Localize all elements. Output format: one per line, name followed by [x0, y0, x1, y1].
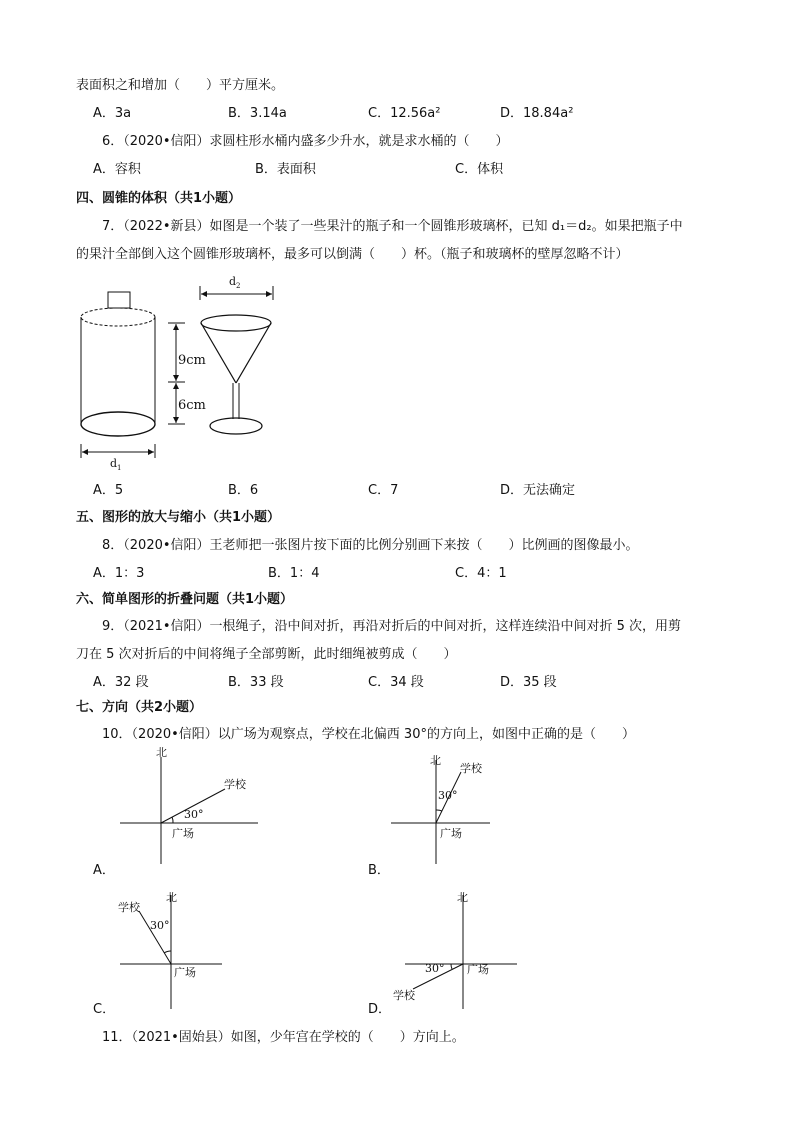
north-label: 北	[457, 891, 468, 904]
q10-text: 10．（2020•信阳）以广场为观察点，学校在北偏西 30°的方向上，如图中正确的是（ ）	[102, 727, 635, 742]
q9-text-line2: 刀在 5 次对折后的中间将绳子全部剪断，此时细绳被剪成（ ）	[76, 647, 457, 662]
direction-diagram-c	[112, 887, 232, 1015]
angle-label: 30°	[438, 789, 458, 802]
q6-text: 6．（2020•信阳）求圆柱形水桶内盛多少升水，就是求水桶的（ ）	[102, 134, 509, 149]
school-label: 学校	[393, 989, 415, 1002]
square-label: 广场	[174, 966, 196, 979]
q7-option-d[interactable]: D．无法确定	[500, 483, 576, 498]
q6-option-a[interactable]: A．容积	[93, 162, 141, 177]
bottle-cap	[108, 292, 130, 308]
q6-option-b[interactable]: B．表面积	[255, 162, 316, 177]
q5-option-b[interactable]: B．3.14a	[228, 106, 287, 121]
section-heading-6: 六、简单图形的折叠问题（共1小题）	[76, 592, 294, 607]
direction-diagram-d	[385, 887, 525, 1015]
d2-label: $d_2$	[229, 275, 241, 290]
height-6cm-label: 6cm	[178, 398, 206, 413]
q8-text: 8．（2020•信阳）王老师把一张图片按下面的比例分别画下来按（ ）比例画的图像最小。	[102, 538, 639, 553]
bottle-and-cone-figure	[70, 272, 370, 477]
angle-label: 30°	[425, 962, 445, 975]
q11-text: 11．（2021•固始县）如图，少年宫在学校的（ ）方向上。	[102, 1030, 465, 1045]
q10-option-c[interactable]: C．	[93, 1002, 116, 1017]
angle-label: 30°	[150, 919, 170, 932]
q6-option-c[interactable]: C．体积	[455, 162, 504, 177]
square-label: 广场	[467, 963, 489, 976]
north-label: 北	[166, 891, 177, 904]
q7-option-c[interactable]: C．7	[368, 483, 399, 498]
q8-option-b[interactable]: B．1：4	[268, 566, 320, 581]
q8-option-a[interactable]: A．1：3	[93, 566, 145, 581]
q9-option-b[interactable]: B．33 段	[228, 675, 284, 690]
q10-option-d[interactable]: D．	[368, 1002, 392, 1017]
section-heading-7: 七、方向（共2小题）	[76, 700, 203, 715]
bottle-juice-ellipse	[81, 412, 155, 436]
q9-option-d[interactable]: D．35 段	[500, 675, 557, 690]
bottle-top-ellipse	[81, 308, 155, 326]
section-heading-5: 五、图形的放大与缩小（共1小题）	[76, 510, 281, 525]
q7-option-a[interactable]: A．5	[93, 483, 124, 498]
cone-rim	[201, 315, 271, 331]
square-label: 广场	[172, 827, 194, 840]
q8-option-c[interactable]: C．4：1	[455, 566, 507, 581]
q5-option-d[interactable]: D．18.84a²	[500, 106, 574, 121]
q9-option-a[interactable]: A．32 段	[93, 675, 149, 690]
direction-diagram-b	[388, 752, 498, 867]
q10-option-b[interactable]: B．	[368, 863, 390, 878]
section-heading-4: 四、圆锥的体积（共1小题）	[76, 191, 242, 206]
q7-text-line2: 的果汁全部倒入这个圆锥形玻璃杯，最多可以倒满（ ）杯。（瓶子和玻璃杯的壁厚忽略不计）	[76, 247, 629, 262]
direction-diagram-a	[110, 746, 270, 867]
d1-label: $d_1$	[110, 457, 122, 472]
q5-text: 表面积之和增加（ ）平方厘米。	[76, 78, 285, 93]
angle-label: 30°	[184, 808, 204, 821]
q5-option-a[interactable]: A．3a	[93, 106, 132, 121]
q7-text-line1: 7．（2022•新县）如图是一个装了一些果汁的瓶子和一个圆锥形玻璃杯，已知 d₁＝d₂。如果把瓶子中	[102, 219, 683, 234]
q10-option-a[interactable]: A．	[93, 863, 115, 878]
q7-option-b[interactable]: B．6	[228, 483, 259, 498]
school-label: 学校	[224, 778, 246, 791]
school-label: 学校	[460, 762, 482, 775]
q9-text-line1: 9．（2021•信阳）一根绳子，沿中间对折，再沿对折后的中间对折，这样连续沿中间对折 5 次，用剪	[102, 619, 682, 634]
q9-option-c[interactable]: C．34 段	[368, 675, 424, 690]
north-label: 北	[430, 754, 441, 767]
north-label: 北	[156, 746, 167, 759]
square-label: 广场	[440, 827, 462, 840]
height-9cm-label: 9cm	[178, 353, 206, 368]
q5-option-c[interactable]: C．12.56a²	[368, 106, 441, 121]
school-label: 学校	[118, 901, 140, 914]
cone-base	[210, 418, 262, 434]
